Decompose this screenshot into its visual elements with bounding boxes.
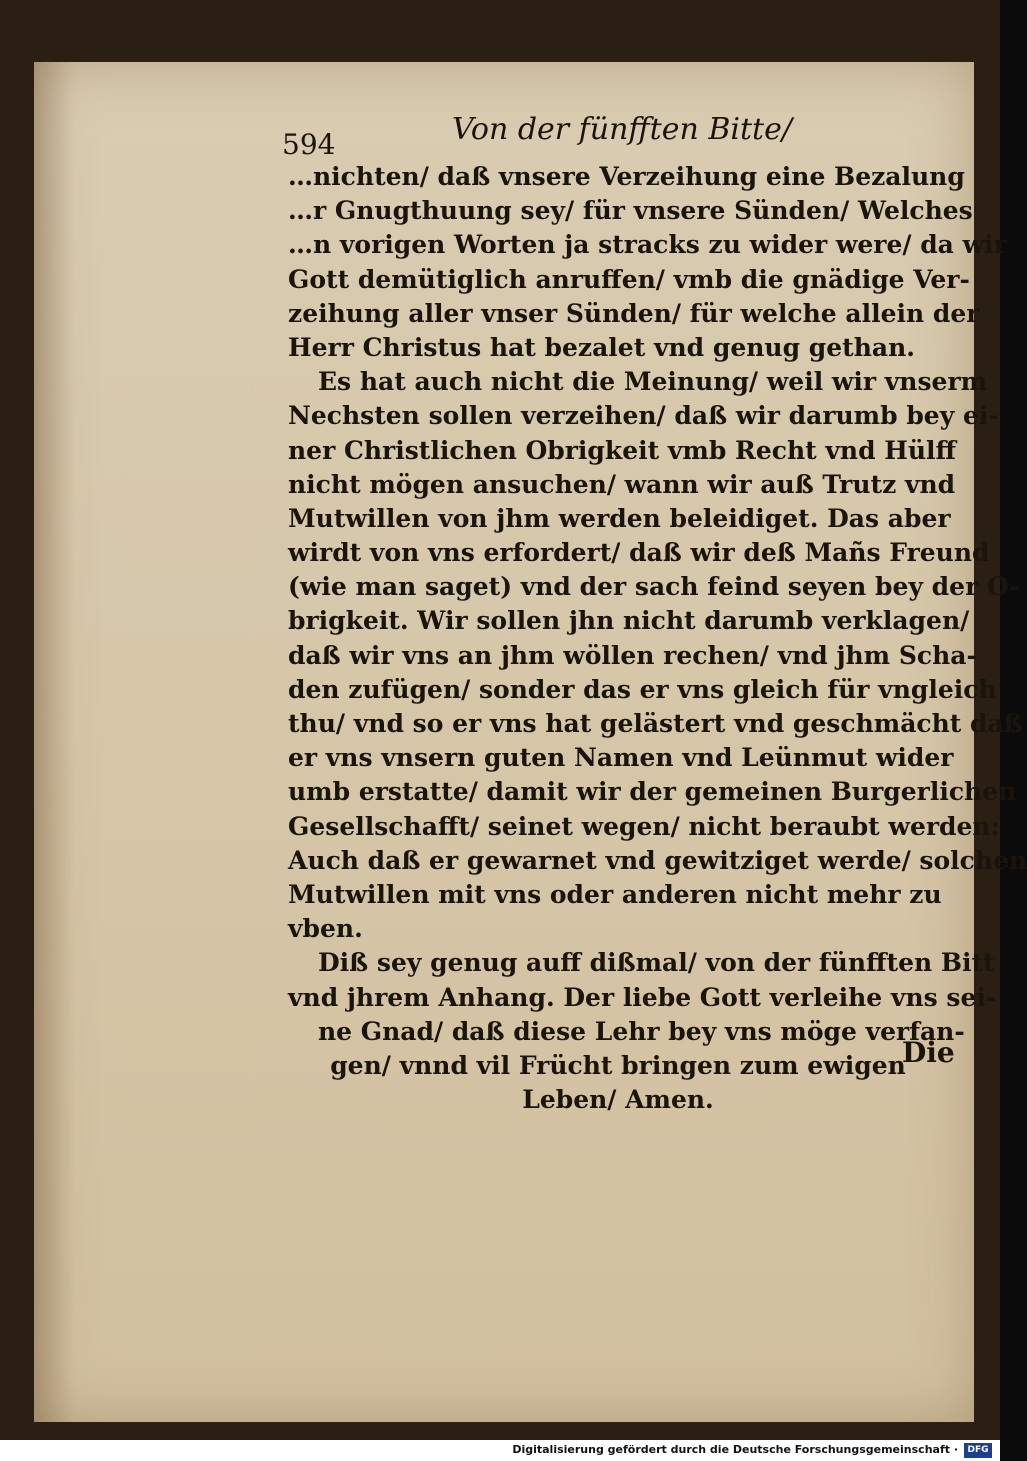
funding-credit: Digitalisierung gefördert durch die Deutsche Forschungsgemeinschaft · (512, 1443, 958, 1456)
running-head: Von der fünfften Bitte/ (452, 112, 792, 147)
text-line: …nichten/ daß vnsere Verzeihung eine Bezalung (288, 162, 965, 191)
text-line: …r Gnugthuung sey/ für vnsere Sünden/ Welches (288, 196, 973, 226)
text-line: zeihung aller vnser Sünden/ für welche allein der (288, 298, 980, 328)
text-line: nicht mögen ansuchen/ wann wir auß Trutz vnd (288, 469, 956, 499)
text-line: umb erstatte/ damit wir der gemeinen Burgerlichen (288, 777, 1017, 807)
text-line: ne Gnad/ daß diese Lehr bey vns möge verfan- (318, 1016, 965, 1046)
text-line: Mutwillen mit vns oder anderen nicht mehr zu (288, 879, 942, 909)
text-line: Es hat auch nicht die Meinung/ weil wir vnserm (318, 367, 988, 397)
text-line: Gott demütiglich anruffen/ vmb die gnädige Ver- (288, 264, 970, 294)
body-text (288, 160, 1027, 1117)
text-line: Mutwillen von jhm werden beleidiget. Das aber (288, 503, 951, 533)
text-line: Diß sey genug auff dißmal/ von der fünfften Bitt (318, 948, 995, 978)
dfg-logo: DFG (964, 1443, 992, 1458)
page-number: 594 (282, 128, 336, 161)
text-line: vben. (288, 914, 363, 944)
text-line: den zufügen/ sonder das er vns gleich für vngleich (288, 674, 997, 704)
text-line: …n vorigen Worten ja stracks zu wider were/ da wir (288, 230, 1007, 260)
text-line: (wie man saget) vnd der sach feind seyen bey der O- (288, 572, 1021, 602)
text-line: Auch daß er gewarnet vnd gewitziget werde/ solchen (288, 845, 1027, 875)
text-line: ner Christlichen Obrigkeit vmb Recht vnd Hülff (288, 435, 957, 465)
text-line: vnd jhrem Anhang. Der liebe Gott verleihe vns sei- (288, 982, 997, 1012)
footer-bar (0, 1440, 1000, 1461)
text-line: Nechsten sollen verzeihen/ daß wir darumb bey ei- (288, 401, 999, 431)
text-line: gen/ vnnd vil Frücht bringen zum ewigen (330, 1050, 906, 1080)
text-line: daß wir vns an jhm wöllen rechen/ vnd jhm Scha- (288, 640, 977, 670)
text-line: wirdt von vns erfordert/ daß wir deß Mañs Freund (288, 538, 990, 568)
catchword: Die (902, 1036, 955, 1069)
text-line: Herr Christus hat bezalet vnd genug gethan. (288, 332, 915, 362)
text-line: thu/ vnd so er vns hat gelästert vnd geschmächt daß (288, 709, 1023, 738)
text-line: er vns vnsern guten Namen vnd Leünmut wider (288, 743, 954, 773)
text-line: Gesellschafft/ seinet wegen/ nicht beraubt werden: (288, 811, 1000, 841)
text-line: Leben/ Amen. (522, 1085, 714, 1115)
text-line: brigkeit. Wir sollen jhn nicht darumb verklagen/ (288, 606, 970, 636)
